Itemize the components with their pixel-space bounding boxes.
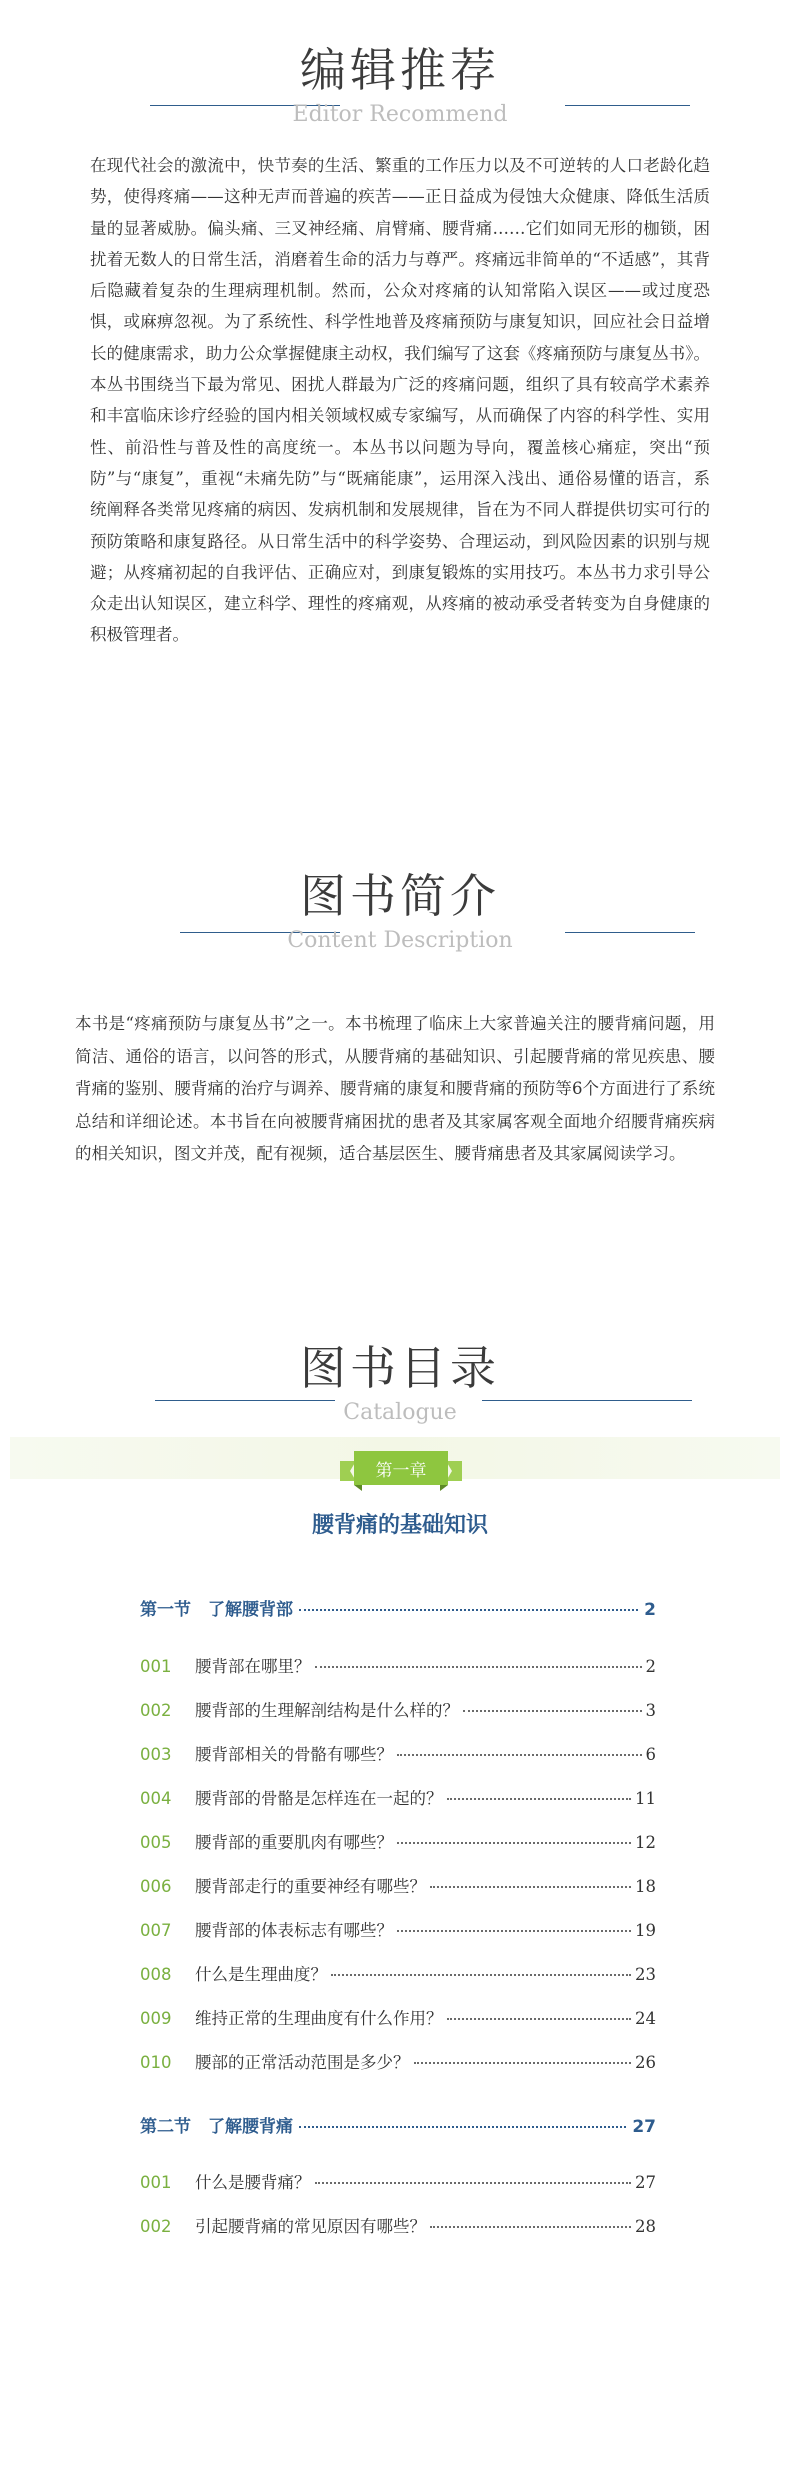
section-title: 编辑推荐: [300, 43, 500, 97]
toc-page-number: 18: [635, 1877, 656, 1896]
chapter-title: 腰背痛的基础知识: [311, 1512, 488, 1538]
toc-leader-dots: [397, 1754, 642, 1756]
toc-leader-dots: [430, 1886, 631, 1888]
toc-leader-dots: [430, 2226, 631, 2228]
chapter-ribbon: [340, 1447, 462, 1493]
section-subtitle: Catalogue: [343, 1400, 457, 1425]
toc-item-number: 009: [140, 2009, 172, 2028]
toc-item-title: 腰背部在哪里？: [195, 1657, 311, 1676]
toc-leader-dots: [315, 1666, 642, 1668]
toc-page-number: 27: [635, 2173, 656, 2192]
toc-leader-dots: [299, 2126, 626, 2128]
section-title: 图书简介: [300, 869, 500, 923]
toc-page-number: 3: [645, 1701, 656, 1720]
toc-item[interactable]: [140, 2169, 656, 2197]
toc-item[interactable]: [140, 1873, 656, 1901]
toc-item-title: 引起腰背痛的常见原因有哪些？: [195, 2217, 426, 2236]
editor-recommend-header: [0, 42, 800, 128]
toc-section-2[interactable]: [140, 2112, 656, 2140]
toc-leader-dots: [397, 1930, 631, 1932]
toc-page-number: 11: [635, 1789, 656, 1808]
toc-leader-dots: [331, 1974, 631, 1976]
toc-leader-dots: [447, 1798, 632, 1800]
toc-leader-dots: [447, 2018, 632, 2020]
toc-item-title: 腰背部的重要肌肉有哪些？: [195, 1833, 393, 1852]
editor-recommend-text: 在现代社会的激流中，快节奏的生活、繁重的工作压力以及不可逆转的人口老龄化趋势，使得疼痛——这种无声而普遍的疾苦——正日益成为侵蚀大众健康、降低生活质量的显著威胁。偏头痛、三叉神经痛、肩臂痛、腰背痛……它们如同无形的枷锁，困扰着无数人的日常生活，消磨着生命的活力与尊严。疼痛远非简单的“不适感”，其背后隐藏着复杂的生理病理机制。然而，公众对疼痛的认知常陷入误区——或过度恐惧，或麻痹忽视。为了系统性、科学性地普及疼痛预防与康复知识，回应社会日益增长的健康需求，助力公众掌握健康主动权，我们编写了这套《疼痛预防与康复丛书》。本丛书围绕当下最为常见、困扰人群最为广泛的疼痛问题，组织了具有较高学术素养和丰富临床诊疗经验的国内相关领域权威专家编写，从而确保了内容的科学性、实用性、前沿性与普及性的高度统一。本丛书以问题为导向，覆盖核心痛症，突出“预防”与“康复”，重视“未痛先防”与“既痛能康”，运用深入浅出、通俗易懂的语言，系统阐释各类常见疼痛的病因、发病机制和发展规律，旨在为不同人群提供切实可行的预防策略和康复路径。从日常生活中的科学姿势、合理运动，到风险因素的识别与规避；从疼痛初起的自我评估、正确应对，到康复锻炼的实用技巧。本丛书力求引导公众走出认知误区，建立科学、理性的疼痛观，从疼痛的被动承受者转变为自身健康的积极管理者。: [90, 156, 710, 645]
toc-item[interactable]: [140, 1917, 656, 1945]
toc-item[interactable]: [140, 1697, 656, 1725]
toc-page-number: 23: [635, 1965, 656, 1984]
toc-item[interactable]: [140, 2049, 656, 2077]
toc-item-title: 什么是生理曲度？: [195, 1965, 327, 1984]
toc-page-number: 19: [635, 1921, 656, 1940]
toc-item-title: 维持正常的生理曲度有什么作用？: [195, 2009, 443, 2028]
content-description-text: 本书是“疼痛预防与康复丛书”之一。本书梳理了临床上大家普遍关注的腰背痛问题，用简洁、通俗的语言，以问答的形式，从腰背痛的基础知识、引起腰背痛的常见疾患、腰背痛的鉴别、腰背痛的治疗与调养、腰背痛的康复和腰背痛的预防等6个方面进行了系统总结和详细论述。本书旨在向被腰背痛困扰的患者及其家属客观全面地介绍腰背痛疾病的相关知识，图文并茂，配有视频，适合基层医生、腰背痛患者及其家属阅读学习。: [75, 1014, 715, 1163]
toc-leader-dots: [397, 1842, 631, 1844]
toc-item-number: 005: [140, 1833, 172, 1852]
toc-item-number: 003: [140, 1745, 172, 1764]
toc-page-number: 12: [635, 1833, 656, 1852]
toc-leader-dots: [463, 1710, 642, 1712]
toc-item-number: 002: [140, 2217, 172, 2236]
toc-item-title: 腰背部相关的骨骼有哪些？: [195, 1745, 393, 1764]
toc-section-label: 第一节 了解腰背部: [140, 1600, 293, 1620]
content-description-header: [0, 868, 800, 954]
toc-item-number: 007: [140, 1921, 172, 1940]
toc-page-number: 2: [644, 1600, 656, 1620]
toc-item-number: 008: [140, 1965, 172, 1984]
toc-item-number: 010: [140, 2053, 172, 2072]
toc-page-number: 6: [645, 1745, 656, 1764]
toc-item[interactable]: [140, 1785, 656, 1813]
chapter-label: 第一章: [375, 1461, 427, 1481]
section-subtitle: Content Description: [287, 928, 513, 953]
toc-item-title: 腰背部的生理解剖结构是什么样的？: [195, 1701, 459, 1720]
catalogue-header: [0, 1340, 800, 1426]
toc-page-number: 26: [635, 2053, 656, 2072]
toc-item-number: 001: [140, 1657, 172, 1676]
toc-item-number: 004: [140, 1789, 172, 1808]
toc-leader-dots: [299, 1609, 638, 1611]
toc-leader-dots: [414, 2062, 632, 2064]
toc-page-number: 24: [635, 2009, 656, 2028]
toc-item[interactable]: [140, 1961, 656, 1989]
section-subtitle: Editor Recommend: [292, 102, 508, 127]
toc-section-1[interactable]: [140, 1595, 656, 1623]
toc-item-title: 腰背部走行的重要神经有哪些？: [195, 1877, 426, 1896]
toc-item-number: 001: [140, 2173, 172, 2192]
toc-item[interactable]: [140, 1741, 656, 1769]
toc-page-number: 27: [632, 2117, 656, 2137]
toc-section-label: 第二节 了解腰背痛: [140, 2117, 293, 2137]
toc-item[interactable]: [140, 1829, 656, 1857]
toc-item[interactable]: [140, 2213, 656, 2241]
section-title: 图书目录: [300, 1341, 500, 1395]
toc-item-title: 腰部的正常活动范围是多少？: [195, 2053, 410, 2072]
toc-item[interactable]: [140, 1653, 656, 1681]
toc-item-title: 腰背部的骨骼是怎样连在一起的？: [195, 1789, 443, 1808]
toc-item-title: 腰背部的体表标志有哪些？: [195, 1921, 393, 1940]
toc-page-number: 2: [645, 1657, 656, 1676]
toc-item-title: 什么是腰背痛？: [195, 2173, 311, 2192]
toc-leader-dots: [315, 2182, 632, 2184]
toc-item-number: 006: [140, 1877, 172, 1896]
toc-item[interactable]: [140, 2005, 656, 2033]
toc-item-number: 002: [140, 1701, 172, 1720]
toc-page-number: 28: [635, 2217, 656, 2236]
